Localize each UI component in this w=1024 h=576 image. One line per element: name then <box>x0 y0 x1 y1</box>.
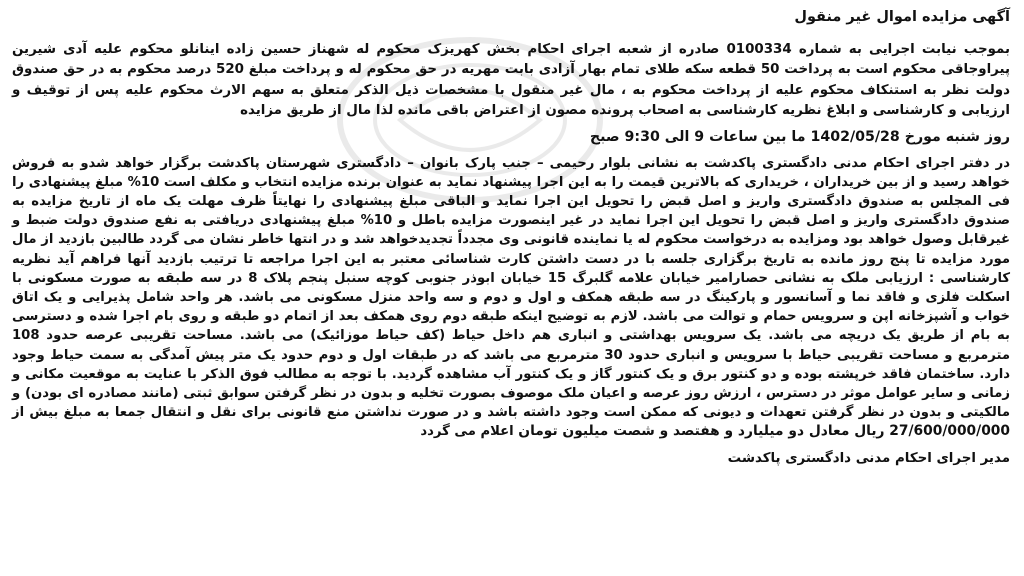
valuation-amount: 27/600/000/000 ریال معادل دو میلیارد و هفتصد و شصت میلیون تومان <box>518 423 1010 440</box>
signature-line: مدیر اجرای احکام مدنی دادگستری پاکدشت <box>727 450 1010 466</box>
body-emphasis-property: ملک <box>840 269 869 286</box>
body-text-part2: به نشانی حصارامیر خیابان علامه گلبرگ 15 خیابان ابوذر جنوبی کوچه سنبل پنجم پلاک 8 در <box>227 270 835 286</box>
notice-title: آگهی مزایده اموال غیر منقول <box>794 9 1010 25</box>
body-text-part3: به صورت مسکونی با اسکلت فلزی و فاقد نما و آسانسور و پارکینگ در سه طبقه همکف و اول و دوم و سه واحد منزل مسکونی می باشد. هر واحد شامل پذیرایی و یک اتاق خواب و آشپزخانه اپن و سرویس حمام و توالت می باشد. لازم به توضیح اینکه طبقه دوم روی همکف بعد از اتمام دو طبقه و روی بام اجرا شده و دسترسی به بام از طریق یک دریچه می باشد. یک سرویس بهداشتی و انباری هم داخل حیاط (کف حیاط موزائیک) می باشد. مساحت تقریبی عرصه حدود 108 مترمربع و مساحت تقریبی حیاط با سرویس و انباری حدود 30 مترمربع می باشد که در طبقات اول و دوم حدود یک متر پیش آمدگی به سمت حیاط وجود دارد. ساختمان فاقد خرپشته بوده و دو کنتور برق و یک کنتور گاز و یک کنتور آب مشاهده گردید. با توجه به مطالب فوق الذکر با عنایت به موقعیت مکانی و زمانی و سایر عوامل موثر در دسترس ، ارزش روز عرصه و اعیان ملک موصوف بصورت تخلیه و بدون در نظر گرفتن سوابق ثبتی (مانند مصادره ای بودن) و مالکیتی و بدون در نظر گرفتن تعهدات و دیونی که ممکن است وجود داشته باشد و در صورت نداشتن منع قانونی برای نقل و انتقال جمعا به مبلغ بیش از <box>12 270 1010 421</box>
body-emphasis-floors: سه طبقه <box>156 269 222 286</box>
body-text-part1: در دفتر اجرای احکام مدنی دادگستری پاکدشت به نشانی بلوار رحیمی – جنب پارک بانوان – دادگستری شهرستان پاکدشت برگزار خواهد شدو به فروش خواهد رسید و از بین خریداران ، خریداری که بالاترین قیمت را به این اجرا پیشنهاد نماید به عنوان برنده مزایده انتخاب و مکلف است 10% مبلغ پیشنهادی را فی المجلس به صندوق دادگستری واریز و اصل قبض را تحویل این اجرا نماید و الباقی مبلغ پیشنهادی را نهایتاً ظرف مهلت یک ماه از تاریخ مزایده به صندوق دادگستری واریز و اصل قبض را تحویل این اجرا نماید در غیر اینصورت مزایده باطل و 10% مبلغ پیشنهادی دریافتی به نفع صندوق دولت ضبط و غیرقابل وصول خواهد بود ومزایده به درخواست محکوم له یا نماینده قانونی وی مجدداً تجدیدخواهد شد و در انتها خاطر نشان می گردد طالبین بازدید از مال مورد مزایده تا پنج روز مانده به تاریخ برگزاری جلسه با در دست داشتن کارت شناسائی معتبر به این اجرا مراجعه تا ترتیب بازدید آنها فراهم آید نظریه کارشناسی : ارزیابی <box>12 155 1011 286</box>
intro-paragraph: بموجب نیابت اجرایی به شماره 0100334 صادره از شعبه اجرای احکام بخش کهریزک محکوم له شهناز حسین زاده اینانلو محکوم علیه آدی شیرین پیراوجاقی محکوم است به پرداخت 50 قطعه سکه طلای تمام بهار آزادی بابت مهریه در حق محکوم له و پرداخت مبلغ 520 درصد محکوم به در حق صندوق دولت نظر به استنکاف محکوم علیه از پرداخت محکوم به ، مال غیر منقول با مشخصات ذیل الذکر متعلق به سهم الارث محکوم علیه پس از توقیف و ارزیابی و کارشناسی و ابلاغ نظریه کارشناسی به اصحاب پرونده مصون از اعتراض باقی مانده لذا مال از طریق مزایده <box>12 42 1011 119</box>
auction-date-line: روز شنبه مورخ 1402/05/28 ما بین ساعات 9 الی 9:30 صبح <box>589 128 1010 145</box>
body-paragraph <box>12 154 1010 442</box>
body-text-end: اعلام می گردد <box>420 424 514 440</box>
